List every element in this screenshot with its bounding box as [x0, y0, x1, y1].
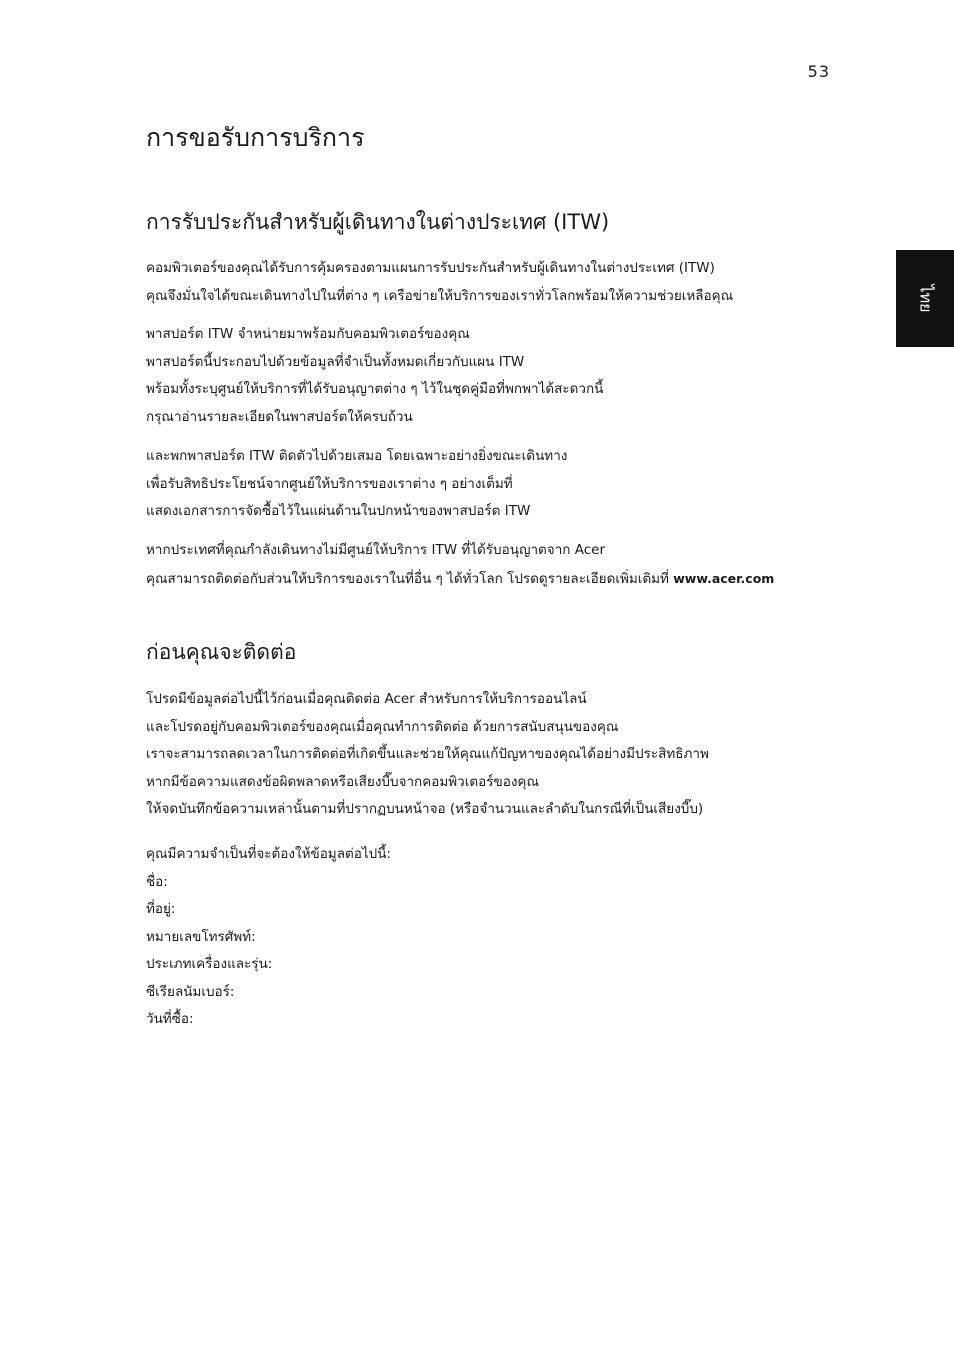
text-line: เราจะสามารถลดเวลาในการติดต่อที่เกิดขึ้นและช่วยให้คุณแก้ปัญหาของคุณได้อย่างมีประสิทธิภาพ — [146, 746, 709, 762]
before-contact-paragraph-2 — [146, 841, 391, 1034]
text-line: พร้อมทั้งระบุศูนย์ให้บริการที่ได้รับอนุญาตต่าง ๆ ไว้ในชุดคู่มือที่พกพาได้สะดวกนี้ — [146, 381, 604, 397]
acer-website-link[interactable]: www.acer.com — [673, 570, 775, 586]
field-label-purchase-date: วันที่ซื้อ: — [146, 1011, 194, 1027]
field-label-model: ประเภทเครื่องและรุ่น: — [146, 956, 273, 972]
before-contact-heading: ก่อนคุณจะติดต่อ — [146, 640, 297, 664]
language-tab-label: ไทย — [916, 284, 936, 313]
text-line: โปรดมีข้อมูลต่อไปนี้ไว้ก่อนเมื่อคุณติดต่อ Acer สำหรับการให้บริการออนไลน์ — [146, 691, 587, 707]
text-line: พาสปอร์ตนี้ประกอบไปด้วยข้อมูลที่จำเป็นทั้งหมดเกี่ยวกับแผน ITW — [146, 353, 525, 370]
text-line: เพื่อรับสิทธิประโยชน์จากศูนย์ให้บริการของเราต่าง ๆ อย่างเต็มที่ — [146, 475, 513, 492]
itw-paragraph-2 — [146, 321, 603, 431]
page-title: การขอรับการบริการ — [146, 123, 365, 152]
itw-heading: การรับประกันสำหรับผู้เดินทางในต่างประเทศ (ITW) — [146, 210, 610, 234]
before-contact-paragraph-1 — [146, 686, 709, 824]
text-line: ให้จดบันทึกข้อความเหล่านั้นตามที่ปรากฏบนหน้าจอ (หรือจำนวนและลำดับในกรณีที่เป็นเสียงบี๊บ) — [146, 801, 704, 817]
field-label-serial: ซีเรียลนัมเบอร์: — [146, 983, 235, 1000]
page-number: 53 — [807, 62, 830, 81]
text-line: และพกพาสปอร์ต ITW ติดตัวไปด้วยเสมอ โดยเฉพาะอย่างยิ่งขณะเดินทาง — [146, 448, 568, 464]
text-line: กรุณาอ่านรายละเอียดในพาสปอร์ตให้ครบถ้วน — [146, 408, 413, 425]
text-line: หากประเทศที่คุณกำลังเดินทางไม่มีศูนย์ให้บริการ ITW ที่ได้รับอนุญาตจาก Acer — [146, 542, 606, 558]
field-label-phone: หมายเลขโทรศัพท์: — [146, 928, 256, 945]
itw-paragraph-4 — [146, 537, 774, 593]
itw-paragraph-3 — [146, 443, 567, 526]
text-line: และโปรดอยู่กับคอมพิวเตอร์ของคุณเมื่อคุณทำการติดต่อ ด้วยการสนับสนุนของคุณ — [146, 718, 619, 735]
field-label-address: ที่อยู่: — [146, 901, 176, 917]
text-line: คุณมีความจำเป็นที่จะต้องให้ข้อมูลต่อไปนี้: — [146, 846, 391, 862]
text-line: พาสปอร์ต ITW จำหน่ายมาพร้อมกับคอมพิวเตอร์ของคุณ — [146, 326, 470, 342]
text-line: แสดงเอกสารการจัดซื้อไว้ในแผ่นด้านในปกหน้าของพาสปอร์ต ITW — [146, 503, 531, 519]
text-line: หากมีข้อความแสดงข้อผิดพลาดหรือเสียงบี๊บจากคอมพิวเตอร์ของคุณ — [146, 773, 539, 790]
field-label-name: ชื่อ: — [146, 873, 168, 890]
language-tab — [896, 250, 954, 347]
text-segment: คุณสามารถติดต่อกับส่วนให้บริการของเราในที่อื่น ๆ ได้ทั่วโลก โปรดดูรายละเอียดเพิ่มเติมที่ — [146, 570, 674, 587]
text-line — [146, 565, 774, 594]
text-line: คอมพิวเตอร์ของคุณได้รับการคุ้มครองตามแผนการรับประกันสำหรับผู้เดินทางในต่างประเทศ (ITW) — [146, 260, 715, 276]
text-line: คุณจึงมั่นใจได้ขณะเดินทางไปในที่ต่าง ๆ เครือข่ายให้บริการของเราทั่วโลกพร้อมให้ความช่วยเหลือคุณ — [146, 287, 734, 304]
itw-paragraph-1 — [146, 255, 733, 310]
